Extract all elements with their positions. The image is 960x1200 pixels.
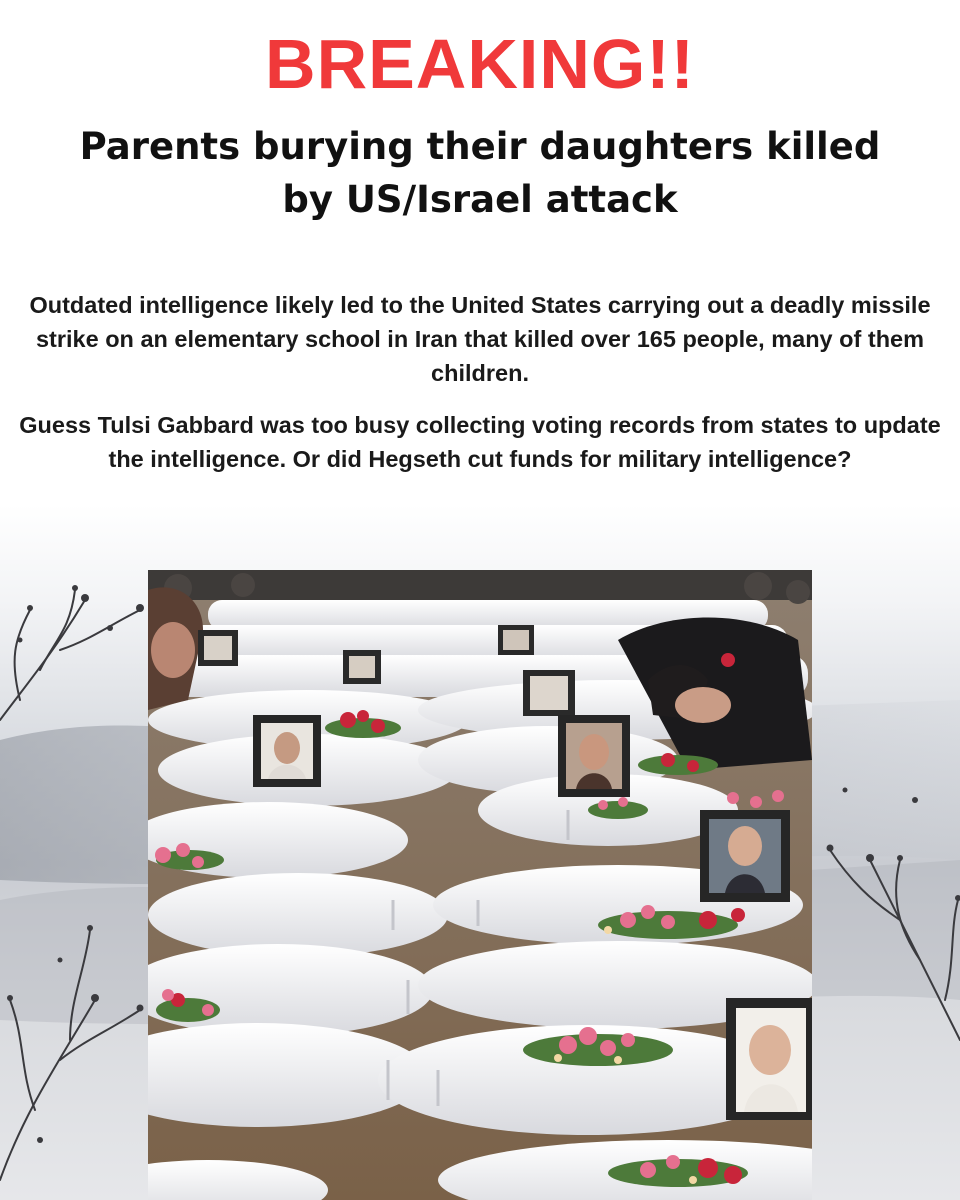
news-photo	[148, 570, 812, 1200]
subheadline: Parents burying their daughters killed by US/Israel attack	[79, 125, 881, 221]
body-paragraph-2: Guess Tulsi Gabbard was too busy collecting voting records from states to update the intelligence. Or did Hegseth cut funds for military intelligence?	[19, 412, 941, 472]
body-paragraph-1: Outdated intelligence likely led to the United States carrying out a deadly missile strike on an elementary school in Iran that killed over 165 people, many of them children.	[29, 292, 931, 386]
breaking-headline: BREAKING!!	[265, 25, 695, 103]
left-branch-decoration	[0, 590, 140, 1180]
